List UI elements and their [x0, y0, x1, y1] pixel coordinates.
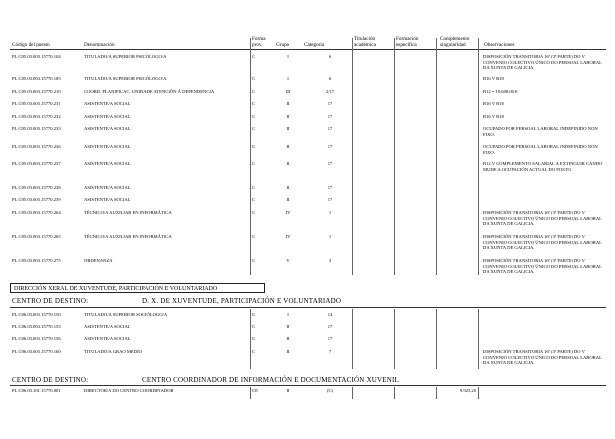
- cell-forma: C: [252, 126, 256, 131]
- cell-denomination: ASISTENTE/A SOCIAL: [84, 144, 131, 149]
- cell-code: PL.C05.03.003.15770.104: [12, 54, 61, 59]
- cell-observaciones: B12 = 10.608,00 €: [483, 89, 518, 94]
- cell-observaciones: OCUPADO POR PERSOAL LABORAL INDEFINIDO NON FIXO.: [483, 144, 598, 155]
- cell-denomination: TÉCNICO/A AUXILIAR EN INFORMÁTICA: [84, 210, 172, 215]
- cell-grupo: III: [285, 89, 291, 94]
- col-line: [394, 38, 395, 275]
- cell-grupo: II: [286, 185, 290, 190]
- cell-denomination: TITULADO/A GRAO MEDIO: [84, 349, 142, 354]
- cell-forma: C: [252, 89, 256, 94]
- centro-name: D. X. DE XUVENTUDE, PARTICIPACIÓN E VOLUNTARIADO: [142, 297, 342, 305]
- cell-denomination: ORDENANZA: [84, 258, 113, 263]
- cell-observaciones: DISPOSICIÓN TRANSITORIA 16ª (3ª PARTE) DO V CONVENIO COLECTIVO ÚNICO DO PERSOAL LABORAL DA XUNTA DE GALICIA.: [483, 234, 602, 250]
- cell-categoria: 3: [328, 258, 332, 263]
- centro-label: CENTRO DE DESTINO:: [12, 297, 89, 305]
- cell-categoria: 17: [327, 197, 333, 202]
- col-line: [250, 387, 251, 399]
- section-title: DIRECCIÓN XERAL DE XUVENTUDE, PARTICIPACIÓN E VOLUNTARIADO: [10, 283, 265, 293]
- cell-forma: C: [252, 312, 256, 317]
- col-line: [352, 38, 353, 275]
- cell-denomination: ASISTENTE/A SOCIAL: [84, 185, 131, 190]
- cell-observaciones: B16 V B18: [483, 101, 504, 106]
- cell-grupo: V: [286, 258, 290, 263]
- cell-observaciones: DISPOSICIÓN TRANSITORIA 16ª (3ª PARTE) DO V CONVENIO COLECTIVO ÚNICO DO PERSOAL LABORAL DA XUNTA DE GALICIA.: [483, 258, 602, 274]
- cell-categoria: 1: [328, 210, 332, 215]
- cell-observaciones: B12 V COMPLEMENTO SALARIAL A EXTINGUIR CANDO MUDE A OCUPACIÓN ACTUAL DO POSTO.: [483, 161, 603, 172]
- cell-grupo: II: [286, 324, 290, 329]
- centro-rule: [10, 385, 606, 386]
- cell-forma: C: [252, 144, 256, 149]
- cell-categoria: 17: [327, 336, 333, 341]
- cell-code: PL.C05.03.003.15770.275: [12, 258, 61, 263]
- cell-grupo: II: [286, 336, 290, 341]
- cell-grupo: IV: [285, 210, 291, 215]
- cell-denomination: DIRECTOR/A DO CENTRO COORDINADOR: [84, 388, 174, 393]
- cell-categoria: 1: [328, 234, 332, 239]
- cell-code: PL.C05.03.003.15770.237: [12, 161, 61, 166]
- cell-grupo: II: [286, 388, 290, 393]
- cell-denomination: ASISTENTE/A SOCIAL: [84, 336, 131, 341]
- cell-forma: CE: [252, 388, 258, 393]
- cell-code: PL.C05.03.003.15770.238: [12, 185, 61, 190]
- cell-grupo: I: [287, 312, 289, 317]
- cell-forma: C: [252, 101, 256, 106]
- cell-code: PL.C05.03.003.15770.264: [12, 210, 61, 215]
- cell-categoria: 17: [327, 126, 333, 131]
- cell-categoria: 17: [327, 161, 333, 166]
- cell-forma: C: [252, 197, 256, 202]
- cell-forma: C: [252, 349, 256, 354]
- header-denomination: Denominación: [84, 42, 115, 48]
- cell-denomination: TITULADO/A SUPERIOR PSICÓLOGO/A: [84, 76, 167, 81]
- cell-forma: C: [252, 161, 256, 166]
- col-line: [478, 38, 479, 275]
- col-line: [394, 309, 395, 369]
- col-line: [352, 309, 353, 369]
- cell-denomination: TÉCNICO/A AUXILIAR EN INFORMÁTICA: [84, 234, 172, 239]
- cell-forma: C: [252, 114, 256, 119]
- col-line: [478, 387, 479, 399]
- cell-grupo: IV: [285, 234, 291, 239]
- header-rule: [10, 49, 606, 50]
- cell-code: PL.C05.03.003.15770.232: [12, 114, 61, 119]
- header-code: Código del puesto: [12, 42, 50, 48]
- centro-name: CENTRO COORDINADOR DE INFORMACIÓN E DOCUMENTACIÓN XUVENIL: [142, 376, 399, 384]
- cell-grupo: II: [286, 126, 290, 131]
- cell-observaciones: B16 V B18: [483, 76, 504, 81]
- cell-categoria: 2/17: [325, 89, 335, 94]
- cell-code: PL.C05.03.003.15770.231: [12, 101, 61, 106]
- cell-categoria: 6: [328, 54, 332, 59]
- cell-code: PL.C05.03.003.15770.210: [12, 89, 61, 94]
- cell-observaciones: B16 V B18: [483, 114, 504, 119]
- header-formacion: Formación específica: [396, 36, 419, 48]
- cell-forma: C: [252, 54, 256, 59]
- cell-grupo: II: [286, 197, 290, 202]
- header-grupo: Grupo: [276, 42, 290, 48]
- cell-observaciones: DISPOSICIÓN TRANSITORIA 16ª (3ª PARTE) DO V CONVENIO COLECTIVO ÚNICO DO PERSOAL LABORAL DA XUNTA DE GALICIA.: [483, 54, 602, 70]
- cell-categoria: 14: [327, 312, 333, 317]
- cell-grupo: II: [286, 101, 290, 106]
- cell-forma: C: [252, 324, 256, 329]
- col-line: [436, 309, 437, 369]
- cell-code: PL.C06.03.003.15770.156: [12, 336, 61, 341]
- cell-forma: C: [252, 185, 256, 190]
- cell-code: PL.C06.03.101.15770.001: [12, 388, 61, 393]
- header-forma-prov: Forma prov.: [252, 36, 266, 48]
- cell-grupo: I: [287, 76, 289, 81]
- cell-grupo: II: [286, 114, 290, 119]
- cell-code: PL.C06.03.003.15770.150: [12, 312, 61, 317]
- header-observaciones: Observaciones: [484, 42, 515, 48]
- cell-denomination: ASISTENTE/A SOCIAL: [84, 101, 131, 106]
- col-line: [250, 309, 251, 369]
- cell-denomination: ASISTENTE/A SOCIAL: [84, 126, 131, 131]
- cell-observaciones: DISPOSICIÓN TRANSITORIA 16ª (3ª PARTE) DO V CONVENIO COLECTIVO ÚNICO DO PERSOAL LABORAL DA XUNTA DE GALICIA.: [483, 210, 602, 226]
- cell-denomination: ASISTENTE/A SOCIAL: [84, 114, 131, 119]
- cell-denomination: ASISTENTE/A SOCIAL: [84, 197, 131, 202]
- col-line: [478, 309, 479, 369]
- cell-forma: C: [252, 210, 256, 215]
- centro-label: CENTRO DE DESTINO:: [12, 376, 89, 384]
- cell-code: PL.C05.03.003.15770.185: [12, 76, 61, 81]
- cell-grupo: II: [286, 144, 290, 149]
- col-line: [352, 387, 353, 399]
- cell-grupo: II: [286, 161, 290, 166]
- col-line: [394, 387, 395, 399]
- cell-denomination: TITULADO/A SUPERIOR PSICÓLOGO/A: [84, 54, 167, 59]
- header-titulacion: Titulación académica: [354, 36, 376, 48]
- cell-denomination: ASISTENTE/A SOCIAL: [84, 324, 131, 329]
- centro-rule: [10, 307, 606, 308]
- cell-categoria: 17: [327, 185, 333, 190]
- cell-observaciones: OCUPADO POR PERSOAL LABORAL INDEFINIDO NON FIXO.: [483, 126, 598, 137]
- cell-forma: C: [252, 258, 256, 263]
- header-complemento: Complemento singularidad: [440, 36, 470, 48]
- cell-denomination: ASISTENTE/A SOCIAL: [84, 161, 131, 166]
- cell-forma: C: [252, 234, 256, 239]
- cell-categoria: 17: [327, 114, 333, 119]
- cell-categoria: 6: [328, 76, 332, 81]
- cell-categoria: 17: [327, 101, 333, 106]
- cell-code: PL.C06.03.003.15770.160: [12, 349, 61, 354]
- header-categoria: Categoría: [304, 42, 325, 48]
- cell-forma: C: [252, 336, 256, 341]
- cell-denomination: COORD. PLANIFICAC. UNIDADE ATENCIÓN Á DEPENDENCIA: [84, 89, 215, 94]
- cell-code: PL.C05.03.003.15770.233: [12, 126, 61, 131]
- col-line: [436, 38, 437, 275]
- cell-categoria: 7: [328, 349, 332, 354]
- cell-forma: C: [252, 76, 256, 81]
- cell-grupo: II: [286, 349, 290, 354]
- cell-complemento: 9.925,20: [459, 388, 476, 393]
- cell-grupo: I: [287, 54, 289, 59]
- cell-denomination: TITULADO/A SUPERIOR SOCIÓLOGO/A: [84, 312, 168, 317]
- cell-categoria: 17: [327, 144, 333, 149]
- cell-categoria: 17: [327, 324, 333, 329]
- cell-code: PL.C06.03.003.15770.155: [12, 324, 61, 329]
- cell-categoria: (C): [326, 388, 334, 393]
- col-line: [250, 38, 251, 275]
- cell-code: PL.C05.03.003.15770.265: [12, 234, 61, 239]
- cell-observaciones: DISPOSICIÓN TRANSITORIA 16ª (3ª PARTE) DO V CONVENIO COLECTIVO ÚNICO DO PERSOAL LABORAL DA XUNTA DE GALICIA.: [483, 349, 602, 365]
- cell-code: PL.C05.03.003.15770.236: [12, 144, 61, 149]
- cell-code: PL.C05.03.003.15770.239: [12, 197, 61, 202]
